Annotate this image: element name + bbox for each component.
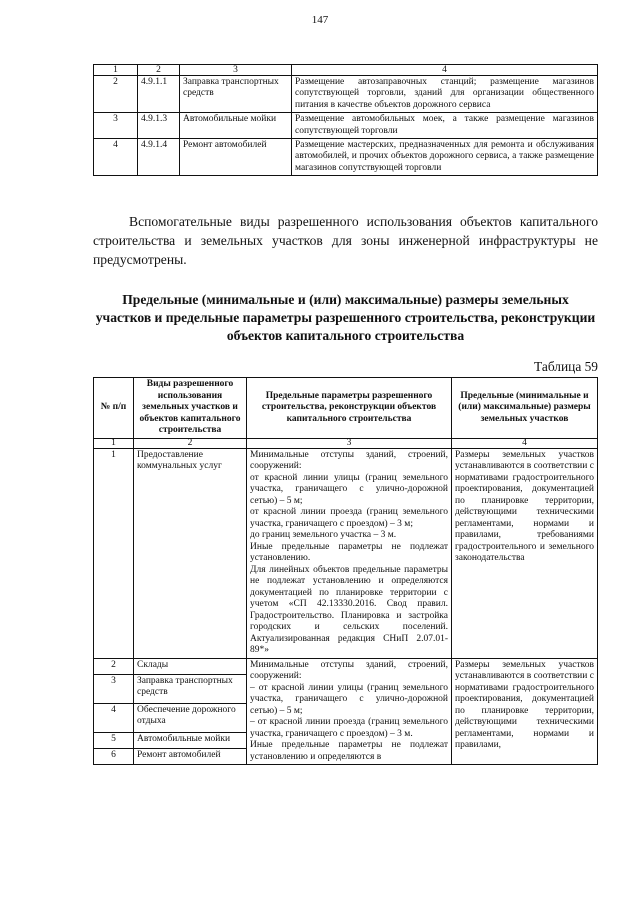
param-line: Иные предельные параметры не подлежат установлению и определяются в: [250, 740, 448, 762]
header-cell: 1: [94, 65, 138, 76]
row-code: 4.9.1.4: [138, 139, 180, 176]
table-row: [94, 113, 598, 139]
row-description: Размещение мастерских, предназначенных для ремонта и обслуживания автомобилей, и прочих объектов дорожного сервиса, а также размещение магазинов сопутствующей торговли: [292, 139, 598, 176]
table-row: [94, 76, 598, 113]
table-row: [94, 658, 598, 674]
auxiliary-uses-paragraph: Вспомогательные виды разрешенного использования объектов капитального строительства и земельных участков для зоны инженерной инфраструктуры не предусмотрены.: [93, 214, 598, 267]
table-header-row: [94, 65, 598, 76]
parameters-table: [93, 377, 598, 765]
param-line: Иные предельные параметры не подлежат установлению.: [250, 541, 448, 563]
row-name: Склады: [134, 658, 247, 674]
land-use-table: [93, 64, 598, 176]
param-line: до границ земельного участка – 3 м.: [250, 530, 397, 540]
row-number: 3: [94, 674, 134, 703]
row-number: 3: [94, 113, 138, 139]
table-header-row: [94, 378, 598, 439]
page-number: 147: [311, 14, 329, 26]
table-row: [94, 448, 598, 658]
row-name: Заправка транспортных средств: [134, 674, 247, 703]
row-number: 5: [94, 732, 134, 748]
row-code: 4.9.1.3: [138, 113, 180, 139]
header-use-types: Виды разрешенного использования земельных участков и объектов капитального строительства: [134, 378, 247, 439]
header-number: № п/п: [94, 378, 134, 439]
param-line: Минимальные отступы зданий, строений, сооружений:: [250, 449, 448, 471]
table-row: [94, 139, 598, 176]
row-name: Ремонт автомобилей: [180, 139, 292, 176]
header-cell: 3: [180, 65, 292, 76]
param-line: Минимальные отступы зданий, строений, сооружений:: [250, 659, 448, 681]
column-number: 1: [94, 438, 134, 448]
table-caption: Таблица 59: [534, 359, 598, 374]
row-name: Автомобильные мойки: [134, 732, 247, 748]
column-number-row: [94, 438, 598, 448]
row-number: 4: [94, 703, 134, 732]
row-parameters: [247, 448, 452, 658]
section-heading: Предельные (минимальные и (или) максимальные) размеры земельных участков и предельные параметры разрешенного строительства, реконструкции объектов капитального строительства: [95, 292, 596, 343]
column-number: 3: [247, 438, 452, 448]
row-name: Предоставление коммунальных услуг: [134, 448, 247, 658]
row-parameters: [247, 658, 452, 765]
row-name: Обеспечение дорожного отдыха: [134, 703, 247, 732]
row-plot-sizes: Размеры земельных участков устанавливаются в соответствии с нормативами градостроительного проектирования, документацией по планировке территории, действующими техническими регламентами, нормами и правилами, требованиями градостроительного и земельного законодательства: [452, 448, 598, 658]
row-number: 6: [94, 748, 134, 764]
param-line: от красной линии улицы (границ земельного участка, граничащего с улично-дорожной сетью) – 5 м;: [250, 472, 448, 506]
row-number: 2: [94, 76, 138, 113]
header-parameters: Предельные параметры разрешенного строительства, реконструкции объектов капитального строительства: [247, 378, 452, 439]
row-description: Размещение автомобильных моек, а также размещение магазинов сопутствующей торговли: [292, 113, 598, 139]
row-name: Ремонт автомобилей: [134, 748, 247, 764]
row-name: Заправка транспортных средств: [180, 76, 292, 113]
row-plot-sizes: Размеры земельных участков устанавливаются в соответствии с нормативами градостроительного проектирования, документацией по планировке территории, действующими техническими регламентами, нормами и правилами,: [452, 658, 598, 765]
row-code: 4.9.1.1: [138, 76, 180, 113]
param-line: от красной линии проезда (границ земельного участка, граничащего с проездом) – 3 м;: [250, 507, 448, 529]
row-name: Автомобильные мойки: [180, 113, 292, 139]
row-number: 1: [94, 448, 134, 658]
column-number: 2: [134, 438, 247, 448]
param-line: – от красной линии улицы (границ земельного участка, граничащего с улично-дорожной сетью) – 5 м;: [250, 682, 448, 716]
row-number: 2: [94, 658, 134, 674]
header-cell: 4: [292, 65, 598, 76]
row-number: 4: [94, 139, 138, 176]
row-description: Размещение автозаправочных станций; размещение магазинов сопутствующей торговли, зданий для организации общественного питания в качестве объектов дорожного сервиса: [292, 76, 598, 113]
param-line: – от красной линии проезда (границ земельного участка, граничащего с проездом) – 3 м.: [250, 717, 448, 739]
column-number: 4: [452, 438, 598, 448]
param-line: Для линейных объектов предельные параметры не подлежат установлению и определяются документацией по планировке территории с учетом «СП 42.13330.2016. Свод правил. Градостроительство. Планировка и застройка городских и сельских поселений. Актуализированная редакция СНиП 2.07.01-89*»: [250, 564, 448, 655]
header-cell: 2: [138, 65, 180, 76]
header-plot-sizes: Предельные (минимальные и (или) максимальные) размеры земельных участков: [452, 378, 598, 439]
